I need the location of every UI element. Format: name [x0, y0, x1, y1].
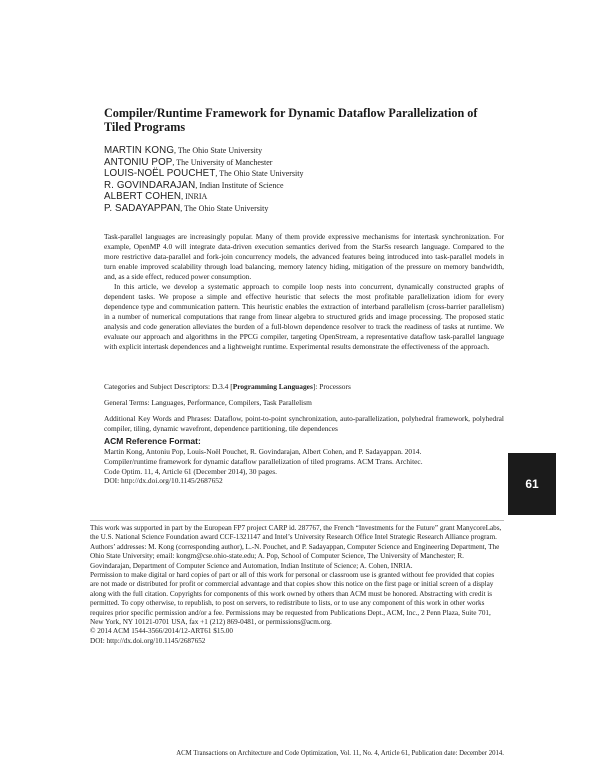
author-name: LOUIS-NOËL POUCHET	[104, 168, 216, 179]
copyright-line: © 2014 ACM 1544-3566/2014/12-ART61 $15.00	[90, 627, 233, 636]
keywords: Additional Key Words and Phrases: Dataflow, point-to-point synchronization, auto-parallelization, polyhedral framework, polyhedral compiler, tiling, dynamic wavefront, dependence partitioning, tile dependences	[104, 414, 504, 433]
author-name: MARTIN KONG	[104, 145, 175, 156]
reference-format	[104, 447, 504, 486]
footnote-doi: DOI: http://dx.doi.org/10.1145/2687652	[90, 636, 206, 645]
author-list	[104, 145, 504, 214]
author-affiliation: The Ohio State University	[184, 203, 269, 213]
ccs-suffix: ]: Processors	[312, 382, 351, 391]
footnote	[90, 520, 504, 646]
ccs-concepts	[104, 382, 504, 392]
abstract-paragraph: Task-parallel languages are increasingly popular. Many of them provide expressive mechanisms for intertask synchronization. For example, OpenMP 4.0 will integrate data-driven execution semantics derived from the StarSs research language. Compared to the more restrictive data-parallel and fork-join concurrency models, the advanced features being introduced into task-parallel models in turn enable improved scalability through load balancing, memory latency hiding, mitigation of the pressure on memory bandwidth, and, as a side effect, reduced power consumption.	[104, 232, 504, 281]
abstract-paragraph: In this article, we develop a systematic approach to compile loop nests into concurrent, dynamically constructed graphs of dependent tasks. We propose a simple and effective heuristic that selects the most profitable parallelization idiom for every dependence type and communication pattern. This heuristic enables the extraction of interband parallelism (cross-barrier parallelism) in a number of numerical computations that range from linear algebra to structured grids and image processing. The proposed static analysis and code generation alleviates the burden of a full-blown dependence resolver to track the readiness of tasks at runtime. We evaluate our approach and algorithms in the PPCG compiler, targeting OpenStream, a representative dataflow task-parallel language with explicit intertask dependences and a lightweight runtime. Experimental results demonstrate the effectiveness of the approach.	[104, 282, 504, 351]
reference-doi: DOI: http://dx.doi.org/10.1145/2687652	[104, 476, 223, 486]
author-entry: ANTONIU POP, The University of Manchester	[104, 156, 273, 168]
author-entry: LOUIS-NOËL POUCHET, The Ohio State University	[104, 168, 304, 179]
author-entry: P. SADAYAPPAN, The Ohio State University	[104, 202, 269, 214]
funding-note: This work was supported in part by the European FP7 project CARP id. 287767, the French “Investments for the Future” grant ManycoreLabs, the U.S. National Science Foundation award CCF-1321147 and Intel’s University Research Office Intel Strategic Research Alliance program.	[90, 524, 502, 542]
abstract	[104, 232, 504, 352]
author-affiliation: The Ohio State University	[177, 146, 263, 155]
author-entry: MARTIN KONG, The Ohio State University	[104, 145, 263, 156]
author-affiliation: INRIA	[185, 192, 208, 201]
author-name: P. SADAYAPPAN	[104, 202, 181, 214]
general-terms: General Terms: Languages, Performance, Compilers, Task Parallelism	[104, 398, 312, 407]
author-affiliation: Indian Institute of Science	[199, 180, 284, 190]
reference-line: Code Optim. 11, 4, Article 61 (December 2014), 30 pages.	[104, 466, 277, 476]
author-entry: R. GOVINDARAJAN, Indian Institute of Science	[104, 179, 284, 191]
ccs-prefix: Categories and Subject Descriptors: D.3.4 [	[104, 382, 233, 391]
paper-title: Compiler/Runtime Framework for Dynamic Dataflow Parallelization of Tiled Programs	[104, 106, 478, 134]
permission-notice: Permission to make digital or hard copies of part or all of this work for personal or classroom use is granted without fee provided that copies are not made or distributed for profit or commercial advantage and that copies show this notice on the first page or initial screen of a display along with the full citation. Copyrights for components of this work owned by others than ACM must be honored. Abstracting with credit is permitted. To copy otherwise, to republish, to post on servers, to redistribute to lists, or to use any component of this work in other works requires prior specific permission and/or a fee. Permissions may be requested from Publications Dept., ACM, Inc., 2 Penn Plaza, Suite 701, New York, NY 10121-0701 USA, fax +1 (212) 869-0481, or permissions@acm.org.	[90, 571, 495, 627]
author-affiliation: The University of Manchester	[176, 157, 273, 167]
author-entry: ALBERT COHEN, INRIA	[104, 191, 208, 202]
journal-footer: ACM Transactions on Architecture and Code Optimization, Vol. 11, No. 4, Article 61, Publication date: December 2014.	[176, 750, 504, 757]
author-addresses: Authors’ addresses: M. Kong (corresponding author), L.-N. Pouchet, and P. Sadayappan, Computer Science and Engineering Department, The Ohio State University; email: kongm@cse.ohio-state.edu; A. Pop, School of Computer Science, The University of Manchester; R. Govindarajan, Department of Computer Science and Automation, Indian Institute of Science; A. Cohen, INRIA.	[90, 542, 500, 570]
reference-format-heading: ACM Reference Format:	[104, 436, 201, 446]
author-affiliation: The Ohio State University	[219, 169, 304, 178]
author-name: ANTONIU POP	[104, 156, 173, 168]
reference-line: Martin Kong, Antoniu Pop, Louis-Noël Pouchet, R. Govindarajan, Albert Cohen, and P. Sadayappan. 2014.	[104, 447, 422, 456]
author-name: R. GOVINDARAJAN	[104, 179, 196, 191]
article-number-tab: 61	[508, 453, 556, 515]
ccs-category: Programming Languages	[232, 382, 313, 391]
reference-line: Compiler/runtime framework for dynamic dataflow parallelization of tiled programs. ACM Trans. Architec.	[104, 456, 423, 466]
author-name: ALBERT COHEN	[104, 191, 182, 202]
